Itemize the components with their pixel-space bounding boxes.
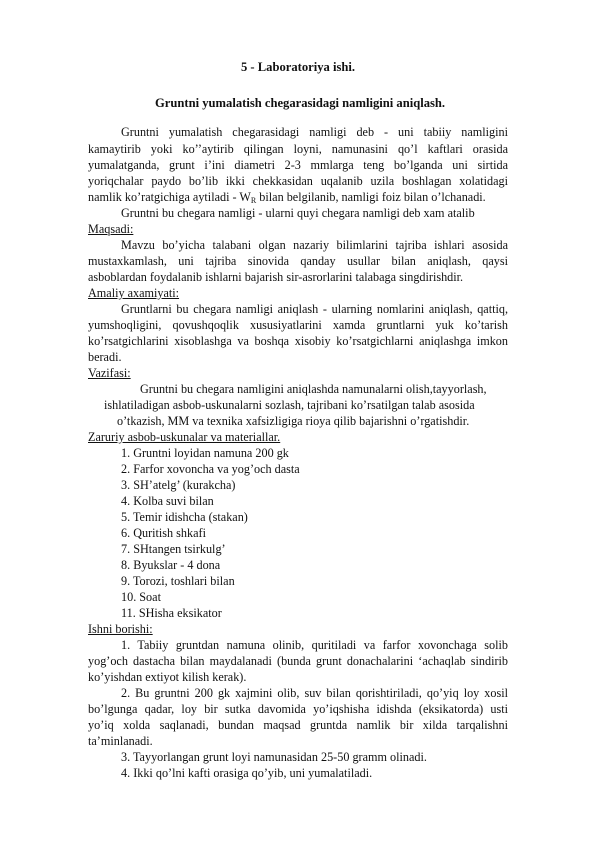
intro-line-5-pre: namlik ko’ratgichiga aytiladi - W bbox=[88, 190, 251, 204]
step3-line: 3. Tayyorlangan grunt loyi namunasidan 25-50 gramm olinadi. bbox=[121, 750, 427, 764]
materials-list-item: 4. Kolba suvi bilan bbox=[121, 494, 214, 508]
materials-list-item: 10. Soat bbox=[121, 590, 161, 604]
vazifa-line-1: Gruntni bu chegara namligini aniqlashda namunalarni olish,tayyorlash, bbox=[140, 382, 487, 396]
vazifa-line-3: o’tkazish, MM va texnika xafsizligiga rioya qilib bajarishni o’rgatishdir. bbox=[117, 414, 470, 428]
document-subtitle: Gruntni yumalatish chegarasidagi namligini aniqlash. bbox=[155, 96, 446, 110]
intro-line-4: yoriqchalar paydo bo’lib ikki chekkasidan uqalanib uzila boshlagan xolatidagi bbox=[88, 174, 508, 188]
amaliy-line-3: ko’rsatgichlarini xisoblashga va boshqa xisobiy ko’rsatgichlarni aniqlashga imkon bbox=[88, 334, 508, 348]
vazifa-heading: Vazifasi: bbox=[88, 366, 131, 380]
amaliy-line-2: yumshoqligini, qovushqoqlik xususiyatlarini xamda gruntlarni yuk ko’tarish bbox=[88, 318, 508, 332]
step1-line-3: ko’yishdan extiyot kilish kerak). bbox=[88, 670, 247, 684]
materials-list-item: 11. SHisha eksikator bbox=[121, 606, 222, 620]
ishni-heading: Ishni borishi: bbox=[88, 622, 153, 636]
zaruriy-heading: Zaruriy asbob-uskunalar va materiallar. bbox=[88, 430, 281, 444]
step2-line-2: bo’lgunga qadar, loy bir sutka davomida yo’iqshisha idishda (eksikatorda) usti bbox=[88, 702, 508, 716]
materials-list-item: 9. Torozi, toshlari bilan bbox=[121, 574, 235, 588]
materials-list-item: 1. Gruntni loyidan namuna 200 gk bbox=[121, 446, 289, 460]
step2-line-1: 2. Bu gruntni 200 gk xajmini olib, suv bilan qorishtiriladi, qo’yiq loy xosil bbox=[121, 686, 508, 700]
step4-line: 4. Ikki qo’lni kafti orasiga qo’yib, uni yumalatiladi. bbox=[121, 766, 373, 780]
materials-list-item: 8. Byukslar - 4 dona bbox=[121, 558, 221, 572]
maqsad-line-3: asboblardan foydalanib ishlarni bajarish sir-asrorlarini talabaga singdirishdir. bbox=[88, 270, 464, 284]
maqsad-heading: Maqsadi: bbox=[88, 222, 134, 236]
amaliy-heading: Amaliy axamiyati: bbox=[88, 286, 180, 300]
intro-line-2: kamaytirib yoki ko’’aytirib qilingan loyni, namunasini qo’l kaftlari orasida bbox=[88, 142, 508, 156]
amaliy-line-4: beradi. bbox=[88, 350, 122, 364]
intro-line-5-post: bilan belgilanib, namligi foiz bilan o’lchanadi. bbox=[256, 190, 486, 204]
step1-line-1: 1. Tabiiy gruntdan namuna olinib, quritiladi va farfor xovonchaga solib bbox=[121, 638, 508, 652]
step1-line-2: yog’och dastacha bilan maydalanadi (bunda grunt donachalarini ‘achaqlab sindirib bbox=[88, 654, 508, 668]
materials-list-item: 7. SHtangen tsirkulg’ bbox=[121, 542, 226, 556]
step2-line-4: ta’minlanadi. bbox=[88, 734, 153, 748]
maqsad-line-2: mustaxkamlash, uni tajriba sinovida qanday usullar bilan aniqlash, qaysi bbox=[88, 254, 508, 268]
materials-list-item: 5. Temir idishcha (stakan) bbox=[121, 510, 248, 524]
materials-list-item: 3. SH’atelg’ (kurakcha) bbox=[121, 478, 236, 492]
intro-line-3: yumalatganda, grunt i’ini diametri 2-3 mmlarga teng bo’lganda uni sirtida bbox=[88, 158, 508, 172]
maqsad-line-1: Mavzu bo’yicha talabani olgan nazariy bilimlarini tajriba ishlari asosida bbox=[121, 238, 508, 252]
step2-line-3: yo’iq xolda saqlanadi, bundan maqsad gruntda namlik bir xilda tarqalishni bbox=[88, 718, 508, 732]
document-title: 5 - Laboratoriya ishi. bbox=[240, 60, 356, 74]
w-subscript: R bbox=[250, 196, 257, 205]
amaliy-line-1: Gruntlarni bu chegara namligi aniqlash - ularning nomlarini aniqlash, qattiq, bbox=[121, 302, 508, 316]
intro-line-1: Gruntni yumalatish chegarasidagi namligi deb - uni tabiiy namligini bbox=[121, 125, 508, 139]
vazifa-line-2: ishlatiladigan asbob-uskunalarni sozlash, tajribani ko’rsatilgan talab asosida bbox=[104, 398, 475, 412]
materials-list-item: 6. Quritish shkafi bbox=[121, 526, 206, 540]
intro-line-6: Gruntni bu chegara namligi - ularni quyi chegara namligi deb xam atalib bbox=[121, 206, 475, 220]
intro-line-5 bbox=[88, 189, 486, 206]
materials-list-item: 2. Farfor xovoncha va yog’och dasta bbox=[121, 462, 300, 476]
